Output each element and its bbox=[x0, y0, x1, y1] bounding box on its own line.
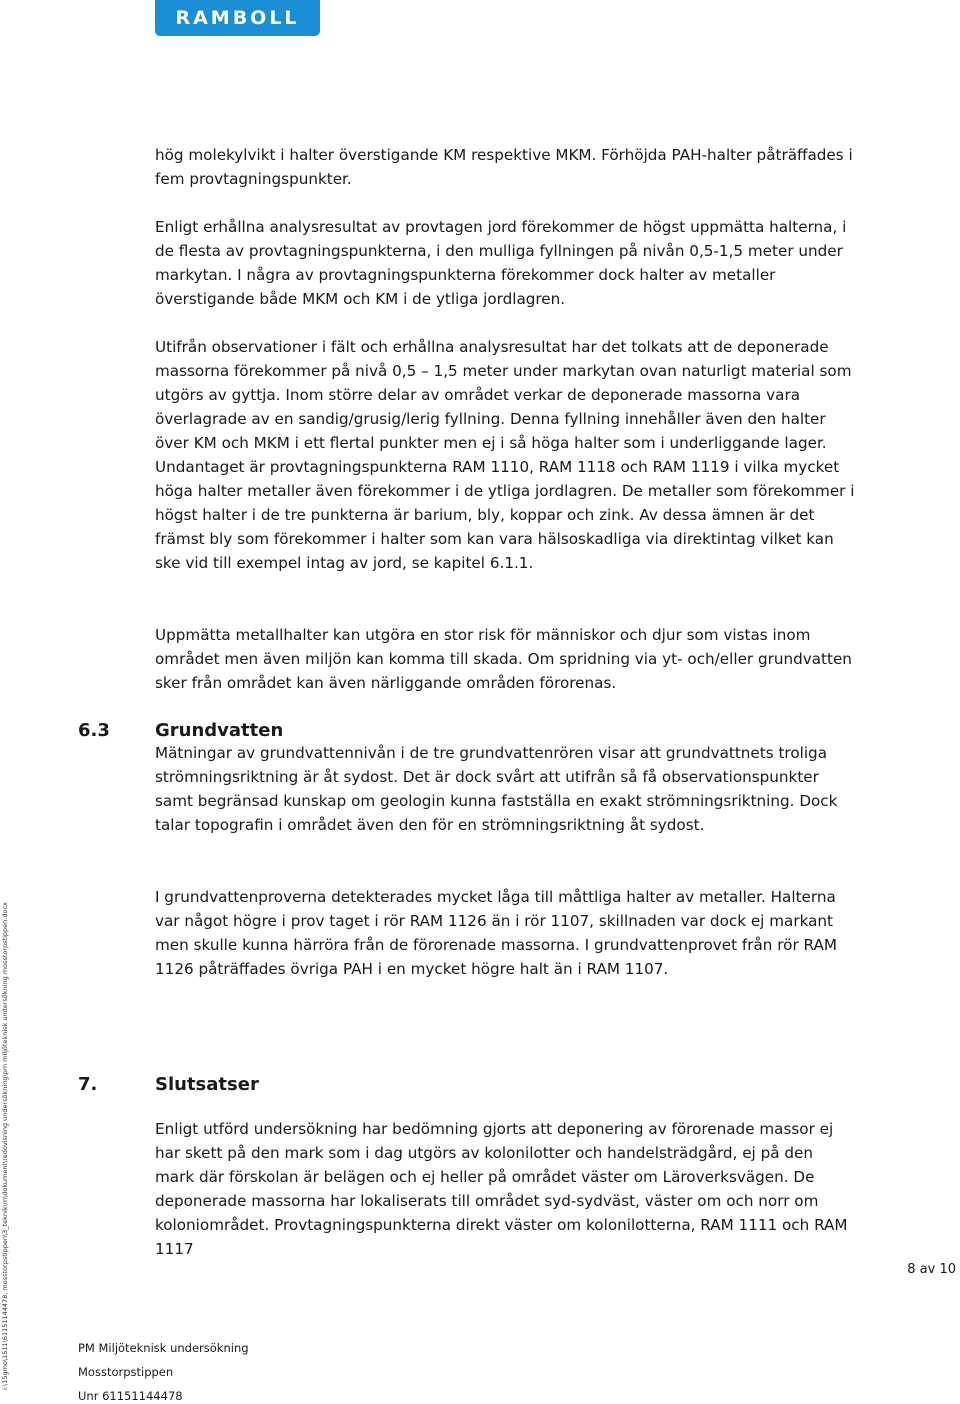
page-number: 8 av 10 bbox=[907, 1262, 956, 1277]
ramboll-logo bbox=[155, 0, 320, 36]
paragraph-4: Uppmätta metallhalter kan utgöra en stor risk för människor och djur som vistas inom området men även miljön kan komma till skada. Om spridning via yt- och/eller grundvatten sker från området kan även närliggande områden förorenas. bbox=[155, 626, 852, 692]
logo-text: RAMBOLL bbox=[175, 7, 300, 29]
paragraph-3: Utifrån observationer i fält och erhållna analysresultat har det tolkats att de deponerade massorna förekommer på nivå 0,5 – 1,5 meter under markytan ovan naturligt material som utgörs av gyttja. Inom större delar av området verkar de deponerade massorna vara överlagrade av en sandig/grusig/lerig fyllning. Denna fyllning innehåller även den halter över KM och MKM i ett flertal punkter men ej i så höga halter som i underliggande lager. Undantaget är provtagningspunkterna RAM 1110, RAM 1118 och RAM 1119 i vilka mycket höga halter metaller även förekommer i de ytliga jordlagren. De metaller som förekommer i högst halter i de tre punkterna är barium, bly, koppar och zink. Av dessa ämnen är det främst bly som förekommer i halter som kan vara hälsoskadliga via direktintag vilket kan ske vid till exempel intag av jord, se kapitel 6.1.1. bbox=[155, 338, 855, 572]
section-7-title: Slutsatser bbox=[155, 1074, 259, 1095]
file-path-sidebar: i:\15gmo\1511\61151144478, mosstorpstippen\3_teknik\m\dokument\redovisning undersökning\pm miljöteknisk undersökning mosstorpstippen.docx bbox=[1, 902, 9, 1390]
footer-document-title: PM Miljöteknisk undersökning bbox=[78, 1341, 249, 1355]
section-6-3-title: Grundvatten bbox=[155, 720, 284, 741]
paragraph-2: Enligt erhållna analysresultat av provtagen jord förekommer de högst uppmätta halterna, i de flesta av provtagningspunkterna, i den mulliga fyllningen på nivån 0,5-1,5 meter under markytan. I några av provtagningspunkterna förekommer dock halter av metaller överstigande både MKM och KM i de ytliga jordlagren. bbox=[155, 218, 847, 308]
paragraph-6: I grundvattenproverna detekterades mycket låga till måttliga halter av metaller. Halterna var något högre i prov taget i rör RAM 1126 än i rör 1107, skillnaden var dock ej markant men skulle kunna härröra från de förorenade massorna. I grundvattenprovet från rör RAM 1126 påträffades övriga PAH i en mycket högre halt än i RAM 1107. bbox=[155, 888, 837, 978]
paragraph-1: hög molekylvikt i halter överstigande KM respektive MKM. Förhöjda PAH-halter påträffades i fem provtagningspunkter. bbox=[155, 146, 853, 188]
paragraph-7: Enligt utförd undersökning har bedömning gjorts att deponering av förorenade massor ej har skett på den mark som i dag utgörs av kolonilotter och handelsträdgård, ej på den mark där förskolan är belägen och ej heller på området väster om Läroverksvägen. De deponerade massorna har lokaliserats till området syd-sydväst, väster om och norr om koloniområdet. Provtagningspunkterna direkt väster om kolonilotterna, RAM 1111 och RAM 1117 bbox=[155, 1120, 848, 1258]
footer-project-name: Mosstorpstippen bbox=[78, 1365, 174, 1379]
section-6-3-number: 6.3 bbox=[78, 720, 110, 741]
footer-project-number: Unr 61151144478 bbox=[78, 1389, 183, 1403]
paragraph-5: Mätningar av grundvattennivån i de tre grundvattenrören visar att grundvattnets troliga strömningsriktning är åt sydost. Det är dock svårt att utifrån så få observationspunkter samt begränsad kunskap om geologin kunna fastställa en exakt strömningsriktning. Dock talar topografin i området även den för en strömningsriktning åt sydost. bbox=[155, 744, 838, 834]
section-7-number: 7. bbox=[78, 1074, 98, 1095]
